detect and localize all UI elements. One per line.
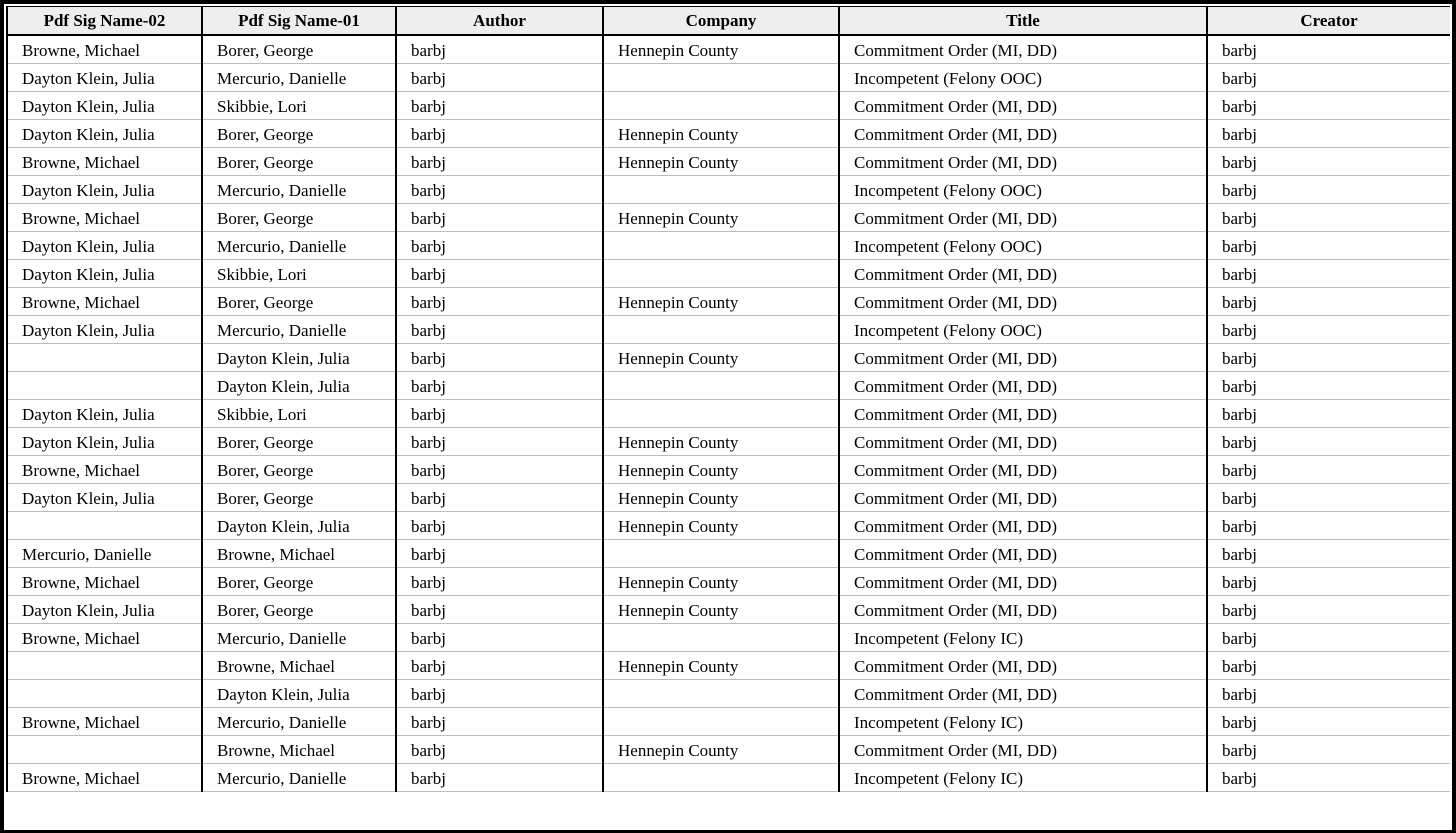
cell-creator[interactable]: barbj xyxy=(1207,91,1450,119)
table-row xyxy=(7,371,1450,399)
cell-title[interactable]: Commitment Order (MI, DD) xyxy=(839,539,1207,567)
cell-author[interactable]: barbj xyxy=(396,511,603,539)
cell-pdf-sig-name-02[interactable]: Dayton Klein, Julia xyxy=(7,259,202,287)
cell-creator[interactable]: barbj xyxy=(1207,427,1450,455)
cell-pdf-sig-name-02[interactable]: Dayton Klein, Julia xyxy=(7,427,202,455)
cell-company[interactable] xyxy=(603,175,839,203)
cell-creator[interactable]: barbj xyxy=(1207,763,1450,791)
cell-title[interactable]: Commitment Order (MI, DD) xyxy=(839,511,1207,539)
cell-company[interactable] xyxy=(603,539,839,567)
cell-pdf-sig-name-01[interactable]: Borer, George xyxy=(202,35,396,63)
cell-creator[interactable]: barbj xyxy=(1207,595,1450,623)
table-row xyxy=(7,287,1450,315)
header-row xyxy=(7,7,1450,36)
cell-author[interactable]: barbj xyxy=(396,399,603,427)
column-header-pdf-sig-name-02[interactable]: Pdf Sig Name-02 xyxy=(7,7,202,36)
cell-author[interactable]: barbj xyxy=(396,259,603,287)
table-row xyxy=(7,763,1450,791)
cell-pdf-sig-name-02[interactable] xyxy=(7,511,202,539)
cell-pdf-sig-name-02[interactable]: Dayton Klein, Julia xyxy=(7,91,202,119)
cell-author[interactable]: barbj xyxy=(396,763,603,791)
cell-creator[interactable]: barbj xyxy=(1207,119,1450,147)
cell-author[interactable]: barbj xyxy=(396,595,603,623)
cell-creator[interactable]: barbj xyxy=(1207,371,1450,399)
cell-pdf-sig-name-02[interactable] xyxy=(7,371,202,399)
cell-author[interactable]: barbj xyxy=(396,315,603,343)
cell-creator[interactable]: barbj xyxy=(1207,455,1450,483)
cell-pdf-sig-name-01[interactable]: Mercurio, Danielle xyxy=(202,315,396,343)
cell-pdf-sig-name-01[interactable]: Dayton Klein, Julia xyxy=(202,679,396,707)
cell-creator[interactable]: barbj xyxy=(1207,735,1450,763)
cell-title[interactable]: Commitment Order (MI, DD) xyxy=(839,287,1207,315)
cell-pdf-sig-name-02[interactable]: Dayton Klein, Julia xyxy=(7,119,202,147)
cell-company[interactable]: Hennepin County xyxy=(603,343,839,371)
cell-pdf-sig-name-01[interactable]: Skibbie, Lori xyxy=(202,399,396,427)
column-header-title[interactable]: Title xyxy=(839,7,1207,36)
cell-pdf-sig-name-01[interactable]: Dayton Klein, Julia xyxy=(202,511,396,539)
cell-author[interactable]: barbj xyxy=(396,119,603,147)
cell-pdf-sig-name-02[interactable]: Browne, Michael xyxy=(7,203,202,231)
table-row xyxy=(7,595,1450,623)
cell-pdf-sig-name-01[interactable]: Borer, George xyxy=(202,567,396,595)
cell-pdf-sig-name-01[interactable]: Borer, George xyxy=(202,427,396,455)
cell-pdf-sig-name-01[interactable]: Mercurio, Danielle xyxy=(202,175,396,203)
cell-creator[interactable]: barbj xyxy=(1207,707,1450,735)
cell-creator[interactable]: barbj xyxy=(1207,511,1450,539)
cell-pdf-sig-name-01[interactable]: Skibbie, Lori xyxy=(202,91,396,119)
cell-author[interactable]: barbj xyxy=(396,287,603,315)
cell-company[interactable] xyxy=(603,371,839,399)
cell-company[interactable]: Hennepin County xyxy=(603,735,839,763)
table-row xyxy=(7,399,1450,427)
cell-creator[interactable]: barbj xyxy=(1207,651,1450,679)
cell-pdf-sig-name-02[interactable]: Browne, Michael xyxy=(7,455,202,483)
cell-company[interactable]: Hennepin County xyxy=(603,595,839,623)
cell-pdf-sig-name-01[interactable]: Mercurio, Danielle xyxy=(202,707,396,735)
cell-creator[interactable]: barbj xyxy=(1207,539,1450,567)
cell-company[interactable]: Hennepin County xyxy=(603,147,839,175)
cell-creator[interactable]: barbj xyxy=(1207,399,1450,427)
cell-pdf-sig-name-02[interactable]: Browne, Michael xyxy=(7,763,202,791)
cell-title[interactable]: Commitment Order (MI, DD) xyxy=(839,343,1207,371)
cell-pdf-sig-name-01[interactable]: Skibbie, Lori xyxy=(202,259,396,287)
table-row xyxy=(7,539,1450,567)
table-row xyxy=(7,91,1450,119)
table-row xyxy=(7,735,1450,763)
table-row xyxy=(7,511,1450,539)
cell-pdf-sig-name-01[interactable]: Borer, George xyxy=(202,483,396,511)
cell-author[interactable]: barbj xyxy=(396,35,603,63)
cell-title[interactable]: Commitment Order (MI, DD) xyxy=(839,35,1207,63)
table-row xyxy=(7,147,1450,175)
cell-author[interactable]: barbj xyxy=(396,343,603,371)
cell-company[interactable] xyxy=(603,63,839,91)
table-row xyxy=(7,483,1450,511)
cell-title[interactable]: Incompetent (Felony IC) xyxy=(839,763,1207,791)
table-row xyxy=(7,63,1450,91)
cell-author[interactable]: barbj xyxy=(396,231,603,259)
cell-author[interactable]: barbj xyxy=(396,567,603,595)
cell-company[interactable]: Hennepin County xyxy=(603,567,839,595)
cell-title[interactable]: Commitment Order (MI, DD) xyxy=(839,91,1207,119)
data-table xyxy=(6,6,1450,792)
cell-company[interactable] xyxy=(603,763,839,791)
cell-pdf-sig-name-01[interactable]: Mercurio, Danielle xyxy=(202,763,396,791)
cell-title[interactable]: Commitment Order (MI, DD) xyxy=(839,567,1207,595)
cell-creator[interactable]: barbj xyxy=(1207,175,1450,203)
column-header-company[interactable]: Company xyxy=(603,7,839,36)
table-row xyxy=(7,455,1450,483)
cell-creator[interactable]: barbj xyxy=(1207,231,1450,259)
cell-pdf-sig-name-02[interactable]: Dayton Klein, Julia xyxy=(7,63,202,91)
cell-pdf-sig-name-01[interactable]: Mercurio, Danielle xyxy=(202,231,396,259)
cell-title[interactable]: Incompetent (Felony OOC) xyxy=(839,315,1207,343)
table-row xyxy=(7,427,1450,455)
cell-creator[interactable]: barbj xyxy=(1207,287,1450,315)
column-header-author[interactable]: Author xyxy=(396,7,603,36)
cell-title[interactable]: Commitment Order (MI, DD) xyxy=(839,119,1207,147)
cell-pdf-sig-name-01[interactable]: Borer, George xyxy=(202,455,396,483)
cell-pdf-sig-name-02[interactable]: Browne, Michael xyxy=(7,567,202,595)
cell-author[interactable]: barbj xyxy=(396,427,603,455)
cell-title[interactable]: Incompetent (Felony IC) xyxy=(839,623,1207,651)
cell-title[interactable]: Commitment Order (MI, DD) xyxy=(839,651,1207,679)
cell-title[interactable]: Commitment Order (MI, DD) xyxy=(839,455,1207,483)
cell-pdf-sig-name-01[interactable]: Borer, George xyxy=(202,203,396,231)
cell-creator[interactable]: barbj xyxy=(1207,679,1450,707)
cell-pdf-sig-name-02[interactable]: Mercurio, Danielle xyxy=(7,539,202,567)
cell-title[interactable]: Incompetent (Felony OOC) xyxy=(839,231,1207,259)
table-row xyxy=(7,651,1450,679)
cell-author[interactable]: barbj xyxy=(396,147,603,175)
cell-pdf-sig-name-02[interactable]: Dayton Klein, Julia xyxy=(7,595,202,623)
cell-pdf-sig-name-02[interactable]: Dayton Klein, Julia xyxy=(7,483,202,511)
cell-author[interactable]: barbj xyxy=(396,455,603,483)
table-row xyxy=(7,623,1450,651)
cell-company[interactable]: Hennepin County xyxy=(603,287,839,315)
column-header-creator[interactable]: Creator xyxy=(1207,7,1450,36)
cell-pdf-sig-name-02[interactable]: Dayton Klein, Julia xyxy=(7,175,202,203)
cell-author[interactable]: barbj xyxy=(396,679,603,707)
table-row xyxy=(7,175,1450,203)
cell-pdf-sig-name-01[interactable]: Mercurio, Danielle xyxy=(202,63,396,91)
cell-title[interactable]: Commitment Order (MI, DD) xyxy=(839,399,1207,427)
cell-author[interactable]: barbj xyxy=(396,175,603,203)
cell-creator[interactable]: barbj xyxy=(1207,35,1450,63)
cell-pdf-sig-name-01[interactable]: Dayton Klein, Julia xyxy=(202,371,396,399)
cell-company[interactable]: Hennepin County xyxy=(603,483,839,511)
cell-company[interactable] xyxy=(603,91,839,119)
cell-title[interactable]: Incompetent (Felony IC) xyxy=(839,707,1207,735)
cell-company[interactable]: Hennepin County xyxy=(603,119,839,147)
cell-title[interactable]: Commitment Order (MI, DD) xyxy=(839,735,1207,763)
cell-pdf-sig-name-02[interactable] xyxy=(7,651,202,679)
cell-title[interactable]: Commitment Order (MI, DD) xyxy=(839,427,1207,455)
cell-author[interactable]: barbj xyxy=(396,707,603,735)
table-row xyxy=(7,707,1450,735)
table-row xyxy=(7,679,1450,707)
cell-pdf-sig-name-01[interactable]: Browne, Michael xyxy=(202,651,396,679)
cell-creator[interactable]: barbj xyxy=(1207,343,1450,371)
cell-pdf-sig-name-01[interactable]: Dayton Klein, Julia xyxy=(202,343,396,371)
cell-pdf-sig-name-01[interactable]: Borer, George xyxy=(202,147,396,175)
cell-creator[interactable]: barbj xyxy=(1207,63,1450,91)
cell-company[interactable] xyxy=(603,399,839,427)
cell-company[interactable] xyxy=(603,707,839,735)
cell-company[interactable]: Hennepin County xyxy=(603,427,839,455)
cell-pdf-sig-name-01[interactable]: Borer, George xyxy=(202,287,396,315)
cell-title[interactable]: Commitment Order (MI, DD) xyxy=(839,595,1207,623)
cell-company[interactable] xyxy=(603,259,839,287)
table-row xyxy=(7,231,1450,259)
cell-author[interactable]: barbj xyxy=(396,203,603,231)
cell-title[interactable]: Incompetent (Felony OOC) xyxy=(839,175,1207,203)
cell-author[interactable]: barbj xyxy=(396,735,603,763)
cell-author[interactable]: barbj xyxy=(396,91,603,119)
cell-creator[interactable]: barbj xyxy=(1207,483,1450,511)
table-row xyxy=(7,203,1450,231)
cell-author[interactable]: barbj xyxy=(396,371,603,399)
cell-pdf-sig-name-02[interactable]: Browne, Michael xyxy=(7,623,202,651)
cell-pdf-sig-name-01[interactable]: Browne, Michael xyxy=(202,735,396,763)
cell-pdf-sig-name-02[interactable] xyxy=(7,679,202,707)
cell-pdf-sig-name-01[interactable]: Mercurio, Danielle xyxy=(202,623,396,651)
cell-pdf-sig-name-02[interactable] xyxy=(7,343,202,371)
cell-pdf-sig-name-02[interactable]: Dayton Klein, Julia xyxy=(7,315,202,343)
cell-company[interactable] xyxy=(603,315,839,343)
cell-pdf-sig-name-01[interactable]: Borer, George xyxy=(202,595,396,623)
cell-creator[interactable]: barbj xyxy=(1207,203,1450,231)
cell-pdf-sig-name-02[interactable]: Browne, Michael xyxy=(7,147,202,175)
cell-company[interactable]: Hennepin County xyxy=(603,203,839,231)
cell-company[interactable]: Hennepin County xyxy=(603,511,839,539)
table-row xyxy=(7,315,1450,343)
cell-author[interactable]: barbj xyxy=(396,651,603,679)
cell-pdf-sig-name-02[interactable]: Browne, Michael xyxy=(7,287,202,315)
cell-author[interactable]: barbj xyxy=(396,539,603,567)
cell-creator[interactable]: barbj xyxy=(1207,259,1450,287)
cell-company[interactable]: Hennepin County xyxy=(603,35,839,63)
cell-creator[interactable]: barbj xyxy=(1207,567,1450,595)
cell-pdf-sig-name-02[interactable]: Dayton Klein, Julia xyxy=(7,231,202,259)
cell-company[interactable]: Hennepin County xyxy=(603,455,839,483)
cell-title[interactable]: Commitment Order (MI, DD) xyxy=(839,147,1207,175)
cell-title[interactable]: Commitment Order (MI, DD) xyxy=(839,371,1207,399)
cell-creator[interactable]: barbj xyxy=(1207,147,1450,175)
cell-title[interactable]: Commitment Order (MI, DD) xyxy=(839,203,1207,231)
column-header-pdf-sig-name-01[interactable]: Pdf Sig Name-01 xyxy=(202,7,396,36)
cell-title[interactable]: Incompetent (Felony OOC) xyxy=(839,63,1207,91)
cell-pdf-sig-name-02[interactable] xyxy=(7,735,202,763)
cell-title[interactable]: Commitment Order (MI, DD) xyxy=(839,483,1207,511)
cell-pdf-sig-name-02[interactable]: Dayton Klein, Julia xyxy=(7,399,202,427)
cell-author[interactable]: barbj xyxy=(396,483,603,511)
cell-pdf-sig-name-02[interactable]: Browne, Michael xyxy=(7,35,202,63)
spreadsheet-viewport xyxy=(6,6,1450,830)
cell-creator[interactable]: barbj xyxy=(1207,623,1450,651)
table-row xyxy=(7,35,1450,63)
table-row xyxy=(7,119,1450,147)
cell-company[interactable]: Hennepin County xyxy=(603,651,839,679)
table-body xyxy=(7,35,1450,791)
cell-pdf-sig-name-01[interactable]: Borer, George xyxy=(202,119,396,147)
cell-pdf-sig-name-02[interactable]: Browne, Michael xyxy=(7,707,202,735)
cell-pdf-sig-name-01[interactable]: Browne, Michael xyxy=(202,539,396,567)
table-row xyxy=(7,567,1450,595)
cell-company[interactable] xyxy=(603,623,839,651)
cell-creator[interactable]: barbj xyxy=(1207,315,1450,343)
cell-company[interactable] xyxy=(603,679,839,707)
cell-company[interactable] xyxy=(603,231,839,259)
cell-title[interactable]: Commitment Order (MI, DD) xyxy=(839,679,1207,707)
cell-author[interactable]: barbj xyxy=(396,623,603,651)
table-row xyxy=(7,343,1450,371)
cell-title[interactable]: Commitment Order (MI, DD) xyxy=(839,259,1207,287)
cell-author[interactable]: barbj xyxy=(396,63,603,91)
table-row xyxy=(7,259,1450,287)
